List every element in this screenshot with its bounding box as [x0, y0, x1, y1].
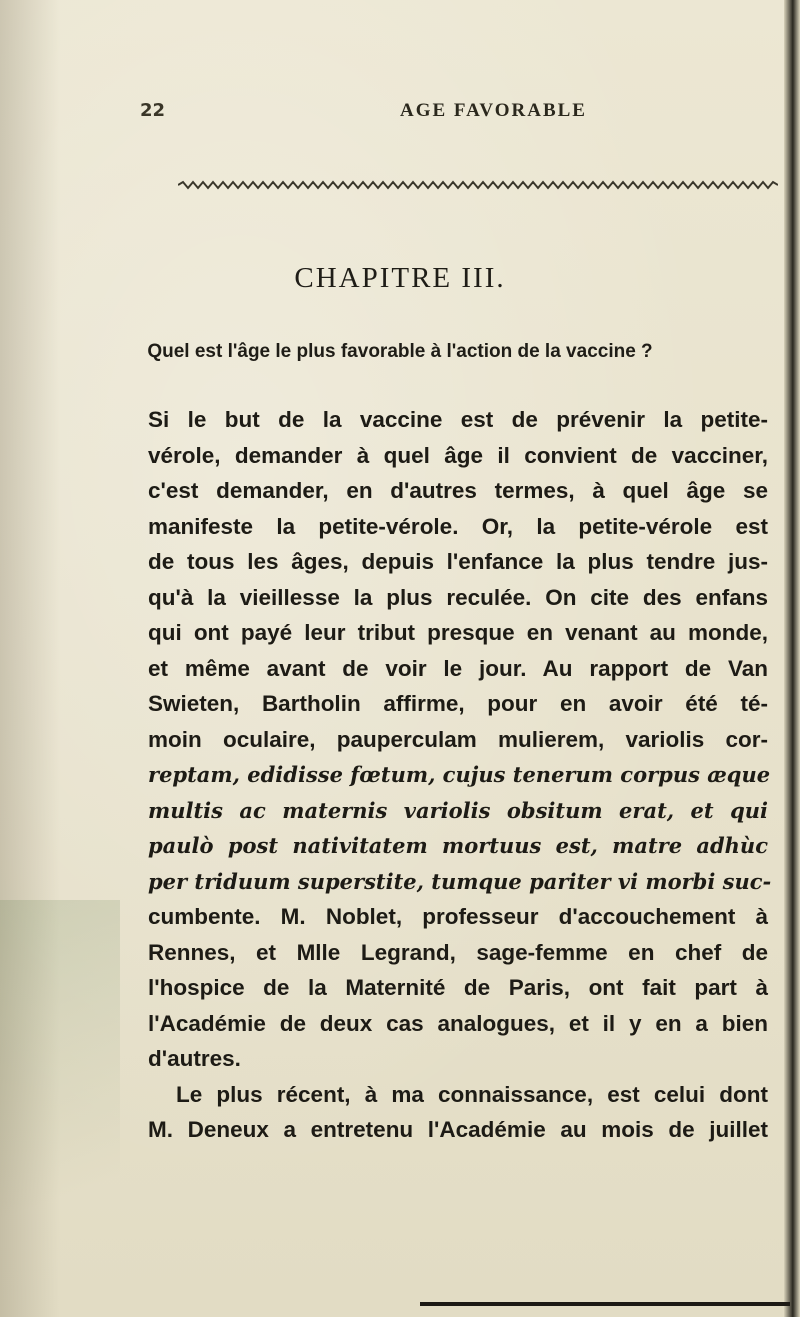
- text-line: d'autres.: [148, 1046, 241, 1071]
- text-line: manifeste la petite-vérole. Or, la petite-vérole est: [148, 513, 768, 539]
- page-stain: [0, 900, 120, 1317]
- text-line: de tous les âges, depuis l'enfance la plus tendre jus-: [148, 549, 768, 574]
- text-line: et même avant de voir le jour. Au rapport de Van: [148, 655, 768, 681]
- page-header: [140, 100, 740, 130]
- running-head: AGE FAVORABLE: [400, 100, 587, 121]
- text-line: Swieten, Bartholin affirme, pour en avoir été té-: [148, 691, 768, 716]
- latin-quote-line: multis ac maternis variolis obsitum erat, et qui: [148, 797, 768, 823]
- latin-quote-line: per triduum superstite, tumque pariter vi morbi suc-: [148, 868, 772, 894]
- page-number: 22: [140, 100, 166, 121]
- bottom-rule: [420, 1302, 790, 1306]
- text-line: M. Deneux a entretenu l'Académie au mois de juillet: [148, 1117, 768, 1142]
- text-line: Rennes, et Mlle Legrand, sage-femme en chef de: [148, 939, 768, 965]
- latin-quote-line: reptam, edidisse fœtum, cujus tenerum corpus æque: [148, 762, 771, 787]
- text-line: Si le but de la vaccine est de prévenir la petite-: [148, 407, 768, 432]
- text-line: qu'à la vieillesse la plus reculée. On cite des enfans: [148, 584, 768, 610]
- text-line: cumbente. M. Noblet, professeur d'accouchement à: [148, 904, 768, 929]
- chapter-subtitle: Quel est l'âge le plus favorable à l'action de la vaccine ?: [147, 341, 653, 362]
- text-line: l'Académie de deux cas analogues, et il y en a bien: [148, 1010, 768, 1036]
- book-fore-edge: [784, 0, 800, 1317]
- text-line: moin oculaire, pauperculam mulierem, variolis cor-: [148, 726, 768, 752]
- text-line: c'est demander, en d'autres termes, à quel âge se: [148, 478, 768, 503]
- text-line: l'hospice de la Maternité de Paris, ont fait part à: [148, 975, 768, 1000]
- text-line: vérole, demander à quel âge il convient de vacciner,: [148, 442, 768, 468]
- text-line: Le plus récent, à ma connaissance, est celui dont: [176, 1081, 768, 1107]
- latin-quote-line: paulò post nativitatem mortuus est, matre adhùc: [148, 833, 768, 858]
- body-text: [148, 402, 772, 1148]
- ornamental-divider: [178, 180, 778, 190]
- text-line: qui ont payé leur tribut presque en venant au monde,: [148, 620, 768, 645]
- chapter-title: CHAPITRE III.: [294, 262, 506, 294]
